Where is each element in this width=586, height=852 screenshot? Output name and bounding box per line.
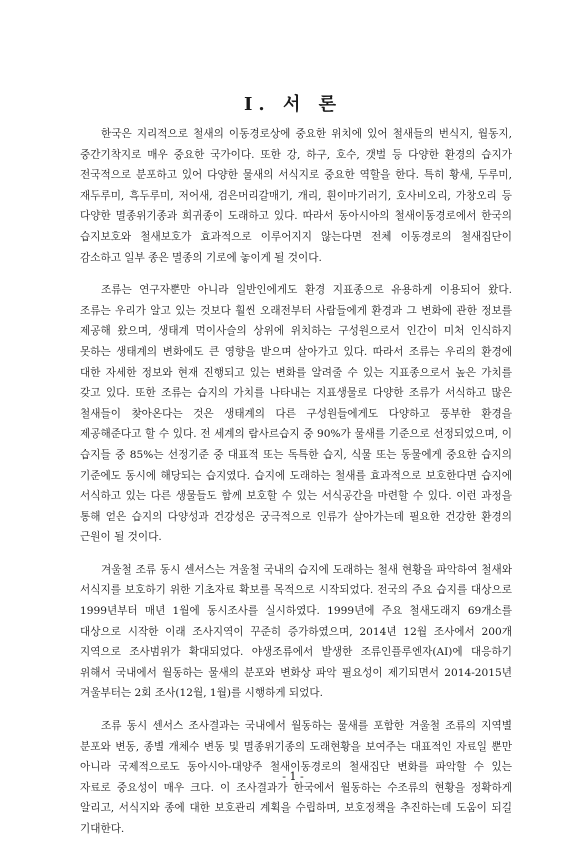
paragraph-3: 겨울철 조류 동시 센서스는 겨울철 국내의 습지에 도래하는 철새 현황을 파악하여 철새와 서식지를 보호하기 위한 기초자료 확보를 목적으로 시작되었다. 전국의 주요 습지를 대상으로 1999년부터 매년 1월에 동시조사를 실시하였다. 1999년에 주요 철새도래지 69개소를 대상으로 시작한 이래 조사지역이 꾸준히 증가하였으며, 2014년 12월 조사에서 200개 지역으로 조사범위가 확대되었다. 야생조류에서 발생한 조류인플루엔자(AI)에 대응하기 위해서 국내에서 월동하는 물새의 분포와 변화상 파악 필요성이 제기되면서 2014-2015년 겨울부터는 2회 조사(12월, 1월)를 시행하게 되었다.: [80, 563, 512, 700]
body-text: [80, 124, 512, 852]
section-title: Ⅰ. 서 론: [244, 94, 342, 115]
paragraph-2: 조류는 연구자뿐만 아니라 일반인에게도 환경 지표종으로 유용하게 이용되어 왔다. 조류는 우리가 알고 있는 것보다 훨씬 오래전부터 사람들에게 환경과 그 변화에 관한 정보를 제공해 왔으며, 생태계 먹이사슬의 상위에 위치하는 구성원으로서 인간이 미처 인식하지 못하는 생태계의 변화에도 큰 영향을 받으며 살아가고 있다. 따라서 조류는 우리의 환경에 대한 자세한 정보와 현재 진행되고 있는 변화를 알려줄 수 있는 지표종으로서 높은 가치를 갖고 있다. 또한 조류는 습지의 가치를 나타내는 지표생물로 다양한 조류가 서식하고 많은 철새들이 찾아온다는 것은 생태계의 다른 구성원들에게도 다양하고 풍부한 환경을 제공해준다고 할 수 있다. 전 세계의 람사르습지 중 90%가 물새를 기준으로 선정되었으며, 이 습지들 중 85%는 선정기준 중 대표적 또는 독특한 습지, 식물 또는 동물에게 중요한 습지의 기준에도 동시에 해당되는 습지였다. 습지에 도래하는 철새를 효과적으로 보호한다면 습지에 서식하고 있는 다른 생물들도 함께 보호할 수 있는 서식공간을 마련할 수 있다. 이런 과정을 통해 얻은 습지의 다양성과 건강성은 궁극적으로 인류가 살아가는데 필요한 건강한 환경의 근원이 될 것이다.: [80, 284, 512, 544]
page-number: - 1 -: [282, 770, 304, 783]
paragraph-1: 한국은 지리적으로 철새의 이동경로상에 중요한 위치에 있어 철새들의 번식지, 월동지, 중간기착지로 매우 중요한 국가이다. 또한 강, 하구, 호수, 갯벌 등 다양한 환경의 습지가 전국적으로 분포하고 있어 다양한 물새의 서식지로 중요한 역할을 한다. 특히 황새, 두루미, 재두루미, 흑두루미, 저어새, 검은머리갈매기, 개리, 흰이마기러기, 호사비오리, 가창오리 등 다양한 멸종위기종과 희귀종이 도래하고 있다. 따라서 동아시아의 철새이동경로에서 한국의 습지보호와 철새보호가 효과적으로 이루어지지 않는다면 전체 이동경로의 철새집단이 감소하고 일부 종은 멸종의 기로에 놓이게 될 것이다.: [80, 128, 512, 264]
paragraph-4: 조류 동시 센서스 조사결과는 국내에서 월동하는 물새를 포함한 겨울철 조류의 지역별 분포와 변동, 종별 개체수 변동 및 멸종위기종의 도래현황을 보여주는 대표적인 자료일 뿐만 아니라 국제적으로도 동아시아-대양주 철새이동경로의 철새집단 변화를 파악할 수 있는 자료로 중요성이 매우 크다. 이 조사결과가 한국에서 월동하는 수조류의 현황을 정확하게 알리고, 서식지와 종에 대한 보호관리 계획을 수립하며, 보호정책을 추진하는데 도움이 되길 기대한다.: [80, 720, 512, 835]
